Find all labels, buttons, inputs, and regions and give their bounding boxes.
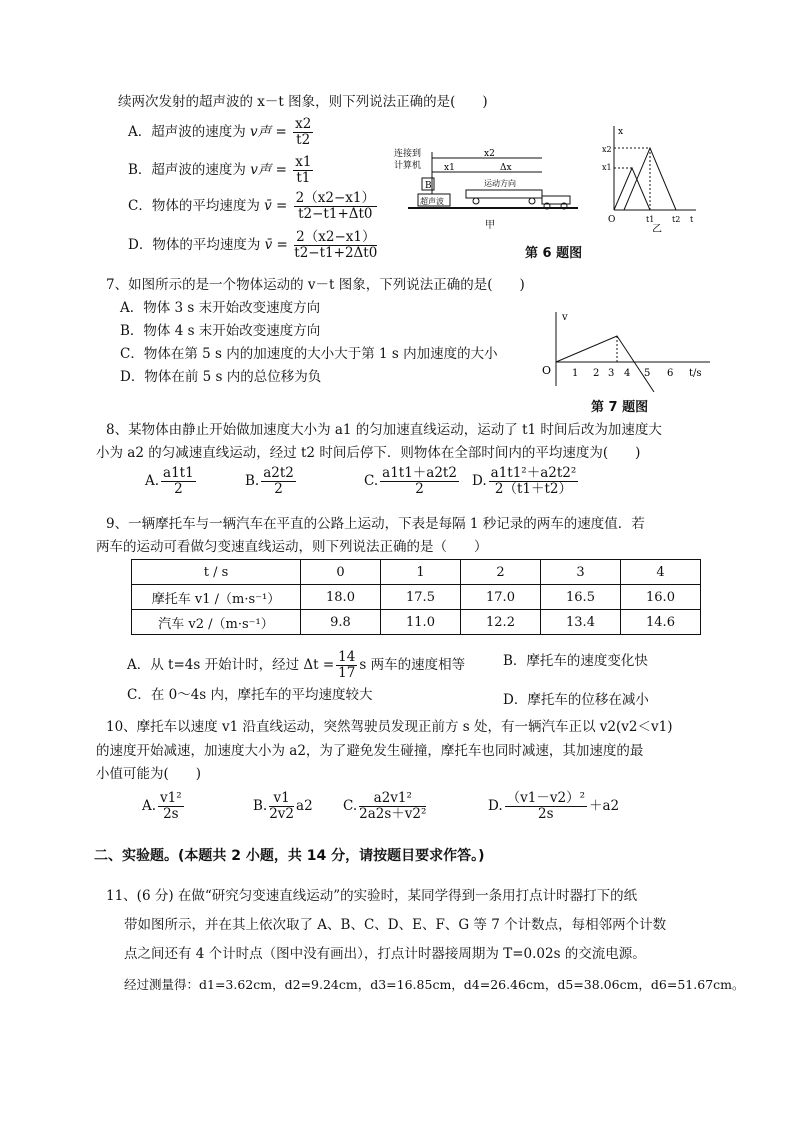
q6-option-d[interactable]: D．物体的平均速度为 v̄ = $\frac{2(x2-x1)}{t2-t1+2\Delta t0}$ (128, 229, 378, 261)
q7-caption: 第 7 题图 (591, 400, 649, 415)
fig6-x2-label: x2 (484, 149, 495, 159)
q6-figure-jia (392, 144, 582, 234)
q8-option-a[interactable]: A. $\frac{a1t1}{2}$ (145, 465, 194, 497)
q6-figure-yi (600, 120, 700, 232)
q7-tick-5: 5 (644, 368, 651, 379)
q10-stem-line3: 小值可能为( ) (96, 766, 202, 782)
table-cell: 摩托车 v1 /（m·s⁻¹） (132, 585, 301, 610)
q7-option-b[interactable]: B．物体 4 s 末开始改变速度方向 (120, 323, 321, 339)
fig6-cart-body (466, 190, 542, 198)
q9-option-d[interactable]: D．摩托车的位移在减小 (503, 692, 649, 708)
q10-option-d[interactable]: D. $\frac{\text{（v1－v2）²}}{2s}$ ＋a2 (488, 790, 620, 822)
q7-option-a[interactable]: A．物体 3 s 末开始改变速度方向 (120, 300, 321, 316)
table-cell: 16.5 (541, 585, 621, 610)
fig6-computer-label: 计算机 (394, 161, 422, 171)
q8-option-d[interactable]: D. $\frac{\text{a1t1²＋a2t2²}}{2(t1+t2)}$ (472, 465, 577, 497)
table-row (132, 585, 701, 610)
table-cell: 12.2 (461, 610, 541, 635)
q10-option-b[interactable]: B. $\frac{v1}{2v2}$ a2 (253, 790, 313, 822)
q11-line2: 带如图所示，并在其上依次取了 A、B、C、D、E、F、G 等 7 个计数点，每相邻两个计数 (124, 917, 667, 933)
fig6-jia-label: 甲 (485, 220, 495, 231)
table-header-cell: 0 (301, 560, 381, 585)
fig6-wheel (473, 198, 479, 204)
fig6yi-x1-label: x1 (602, 163, 612, 172)
table-header-cell: 2 (461, 560, 541, 585)
q7-origin-label: O (542, 364, 552, 377)
fig6yi-t1-label: t1 (646, 215, 655, 224)
q10-stem-line1: 10、摩托车以速度 v1 沿直线运动，突然驾驶员发现正前方 s 处，有一辆汽车正以 v2(v2＜v1) (106, 719, 673, 735)
table-cell: 13.4 (541, 610, 621, 635)
q6-option-c[interactable]: C．物体的平均速度为 v̄ = $\frac{2(x2-x1)}{t2-t1+\Delta t0}$ (128, 190, 375, 222)
table-row (132, 610, 701, 635)
q7-tick-4: 4 (624, 368, 631, 379)
fig6yi-origin-label: O (608, 215, 616, 225)
q8-stem-line2: 小为 a2 的匀减速直线运动，经过 t2 时间后停下．则物体在全部时间内的平均速度为( ) (96, 445, 641, 461)
q11-line3: 点之间还有 4 个计时点（图中没有画出），打点计时器接周期为 T=0.02s 的交流电源。 (124, 946, 646, 962)
q8-option-c[interactable]: C. $\frac{a1t1+a2t2}{2}$ (364, 465, 457, 497)
table-cell: 17.0 (461, 585, 541, 610)
q8-stem-line1: 8、某物体由静止开始做加速度大小为 a1 的匀加速直线运动，运动了 t1 时间后改为加速度大 (106, 422, 662, 438)
q7-vt-graph (538, 308, 716, 392)
table-header-cell: t / s (132, 560, 301, 585)
q9-option-a[interactable]: A．从 t=4s 开始计时，经过 Δt = $\frac{14}{17}$ s 两车的速度相等 (127, 649, 466, 681)
table-cell: 11.0 (381, 610, 461, 635)
fig6-direction-label: 运动方向 (484, 179, 516, 188)
q7-v-label: v (562, 312, 568, 323)
table-header-cell: 4 (621, 560, 701, 585)
table-cell: 14.6 (621, 610, 701, 635)
q7-velocity-line (556, 336, 654, 392)
section2-heading: 二、实验题。(本题共 2 小题，共 14 分，请按题目要求作答。) (94, 848, 485, 864)
table-header-cell: 3 (541, 560, 621, 585)
q7-tick-3: 3 (608, 368, 615, 379)
q7-option-d[interactable]: D．物体在前 5 s 内的总位移为负 (120, 369, 322, 385)
q7-tick-6: 6 (667, 368, 674, 379)
q6-caption: 第 6 题图 (525, 246, 583, 261)
q7-stem: 7、如图所示的是一个物体运动的 v－t 图象，下列说法正确的是( ) (106, 277, 525, 293)
fig6-ultrasonic-label: 超声波 (420, 197, 444, 206)
fig6-x1-label: x1 (444, 163, 455, 173)
fig6-connect-label: 连接到 (394, 149, 422, 159)
table-row (132, 560, 701, 585)
q6-option-a[interactable]: A．超声波的速度为 v声 = $\frac{x2}{t2}$ (128, 116, 312, 148)
fig6-dx-label: Δx (500, 163, 512, 173)
q10-stem-line2: 的速度开始减速，加速度大小为 a2，为了避免发生碰撞，摩托车也同时减速，其加速度的最 (96, 743, 644, 759)
fig6yi-yi-label: 乙 (652, 224, 662, 232)
q7-option-c[interactable]: C．物体在第 5 s 内的加速度的大小大于第 1 s 内加速度的大小 (120, 346, 498, 362)
q9-option-b[interactable]: B．摩托车的速度变化快 (503, 653, 648, 669)
q10-option-a[interactable]: A. $\frac{\text{v1²}}{2s}$ (142, 790, 182, 822)
table-cell: 18.0 (301, 585, 381, 610)
fig6-wheel (529, 198, 535, 204)
q7-tick-2: 2 (593, 368, 600, 379)
q7-tick-1: 1 (572, 368, 579, 379)
fig6yi-t-label: t (690, 215, 694, 224)
fig6-b-label: B (425, 181, 432, 191)
q9-stem-line1: 9、一辆摩托车与一辆汽车在平直的公路上运动，下表是每隔 1 秒记录的两车的速度值．若 (106, 516, 645, 532)
fig6yi-x2-label: x2 (602, 145, 612, 154)
table-cell: 汽车 v2 /（m·s⁻¹） (132, 610, 301, 635)
fig6yi-t2-label: t2 (672, 215, 681, 224)
table-header-cell: 1 (381, 560, 461, 585)
table-cell: 9.8 (301, 610, 381, 635)
q6-stem: 续两次发射的超声波的 x－t 图象，则下列说法正确的是( ) (118, 94, 488, 110)
table-cell: 17.5 (381, 585, 461, 610)
q6-option-b[interactable]: B．超声波的速度为 v声 = $\frac{x1}{t1}$ (128, 154, 312, 186)
q11-line4: 经过测量得：d1=3.62cm，d2=9.24cm，d3=16.85cm，d4=26.46cm，d5=38.06cm，d6=51.67cm。 (124, 977, 745, 992)
q8-option-b[interactable]: B. $\frac{a2t2}{2}$ (245, 465, 294, 497)
q10-option-c[interactable]: C. $\frac{\text{a2v1²}}{\text{2a2s＋v2²}}$ (343, 790, 427, 822)
q9-option-c[interactable]: C．在 0～4s 内，摩托车的平均速度较大 (127, 687, 373, 703)
q7-t-label: t/s (689, 368, 702, 379)
q11-line1: 11、(6 分) 在做“研究匀变速直线运动”的实验时，某同学得到一条用打点计时器打下的纸 (106, 888, 638, 904)
fig6yi-first-pulse (614, 168, 650, 210)
fig6yi-axis-x-label: x (618, 127, 624, 137)
q9-velocity-table (131, 559, 701, 635)
table-cell: 16.0 (621, 585, 701, 610)
q9-stem-line2: 两车的运动可看做匀变速直线运动，则下列说法正确的是（ ） (96, 539, 488, 555)
